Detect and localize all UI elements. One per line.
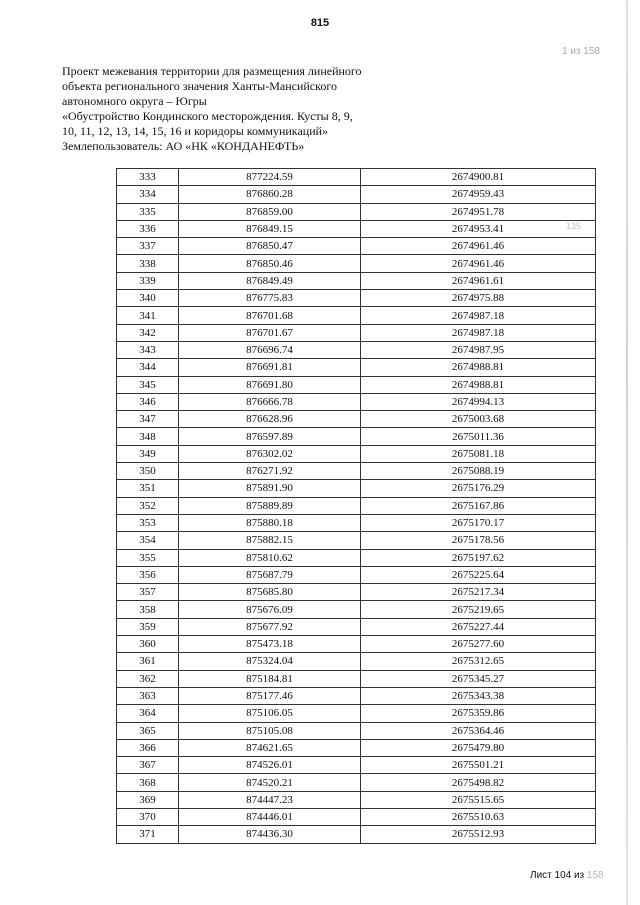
header-line-1: Проект межевания территории для размещения линейного <box>62 64 362 78</box>
table-row <box>117 687 596 704</box>
point-number-cell: 348 <box>117 428 179 445</box>
point-number-cell: 335 <box>117 203 179 220</box>
point-number-cell: 346 <box>117 393 179 410</box>
page-number: 815 <box>310 17 330 29</box>
y-coordinate-cell: 2675510.63 <box>361 808 596 825</box>
y-coordinate-cell: 2675167.86 <box>361 497 596 514</box>
table-row <box>117 255 596 272</box>
point-number-cell: 367 <box>117 757 179 774</box>
y-coordinate-cell: 2674975.88 <box>361 290 596 307</box>
sheet-total: 158 <box>586 870 604 881</box>
point-number-cell: 350 <box>117 463 179 480</box>
table-row <box>117 497 596 514</box>
x-coordinate-cell: 876597.89 <box>179 428 361 445</box>
x-coordinate-cell: 875882.15 <box>179 532 361 549</box>
y-coordinate-cell: 2675515.65 <box>361 791 596 808</box>
margin-mark: 135 <box>566 221 582 231</box>
x-coordinate-cell: 875676.09 <box>179 601 361 618</box>
x-coordinate-cell: 876850.46 <box>179 255 361 272</box>
x-coordinate-cell: 876701.68 <box>179 307 361 324</box>
table-row <box>117 670 596 687</box>
table-row <box>117 618 596 635</box>
y-coordinate-cell: 2675176.29 <box>361 480 596 497</box>
x-coordinate-cell: 875105.08 <box>179 722 361 739</box>
y-coordinate-cell: 2674988.81 <box>361 376 596 393</box>
x-coordinate-cell: 876850.47 <box>179 238 361 255</box>
y-coordinate-cell: 2674961.46 <box>361 255 596 272</box>
point-number-cell: 340 <box>117 290 179 307</box>
coordinates-table <box>116 168 596 844</box>
point-number-cell: 349 <box>117 445 179 462</box>
point-number-cell: 338 <box>117 255 179 272</box>
point-number-cell: 365 <box>117 722 179 739</box>
table-row <box>117 514 596 531</box>
x-coordinate-cell: 876666.78 <box>179 393 361 410</box>
table-row <box>117 186 596 203</box>
point-number-cell: 337 <box>117 238 179 255</box>
point-number-cell: 363 <box>117 687 179 704</box>
y-coordinate-cell: 2675011.36 <box>361 428 596 445</box>
table-row <box>117 411 596 428</box>
point-number-cell: 352 <box>117 497 179 514</box>
table-row <box>117 653 596 670</box>
table-row <box>117 757 596 774</box>
table-row <box>117 359 596 376</box>
x-coordinate-cell: 875473.18 <box>179 636 361 653</box>
sheet-label: Лист 104 из <box>530 870 585 881</box>
point-number-cell: 366 <box>117 739 179 756</box>
sheet-footer <box>530 870 604 881</box>
table-row <box>117 774 596 791</box>
point-number-cell: 357 <box>117 584 179 601</box>
point-number-cell: 360 <box>117 636 179 653</box>
point-number-cell: 339 <box>117 272 179 289</box>
y-coordinate-cell: 2674961.46 <box>361 238 596 255</box>
point-number-cell: 370 <box>117 808 179 825</box>
point-number-cell: 344 <box>117 359 179 376</box>
point-number-cell: 353 <box>117 514 179 531</box>
table-row <box>117 445 596 462</box>
header-line-4: «Обустройство Кондинского месторождения. Кусты 8, 9, <box>62 109 353 123</box>
point-number-cell: 369 <box>117 791 179 808</box>
y-coordinate-cell: 2675359.86 <box>361 705 596 722</box>
x-coordinate-cell: 876849.49 <box>179 272 361 289</box>
table-row <box>117 290 596 307</box>
x-coordinate-cell: 875891.90 <box>179 480 361 497</box>
x-coordinate-cell: 877224.59 <box>179 169 361 186</box>
y-coordinate-cell: 2675512.93 <box>361 826 596 843</box>
header-line-3: автономного округа – Югры <box>62 94 207 108</box>
table-row <box>117 393 596 410</box>
x-coordinate-cell: 876696.74 <box>179 341 361 358</box>
x-coordinate-cell: 874436.30 <box>179 826 361 843</box>
y-coordinate-cell: 2675227.44 <box>361 618 596 635</box>
table-row <box>117 705 596 722</box>
point-number-cell: 351 <box>117 480 179 497</box>
table-row <box>117 791 596 808</box>
x-coordinate-cell: 876691.80 <box>179 376 361 393</box>
x-coordinate-cell: 874621.65 <box>179 739 361 756</box>
table-row <box>117 739 596 756</box>
x-coordinate-cell: 874520.21 <box>179 774 361 791</box>
table-row <box>117 376 596 393</box>
point-number-cell: 354 <box>117 532 179 549</box>
y-coordinate-cell: 2675170.17 <box>361 514 596 531</box>
table-row <box>117 601 596 618</box>
y-coordinate-cell: 2674994.13 <box>361 393 596 410</box>
header-line-6: Землепользователь: АО «НК «КОНДАНЕФТЬ» <box>62 139 305 153</box>
point-number-cell: 345 <box>117 376 179 393</box>
point-number-cell: 358 <box>117 601 179 618</box>
table-row <box>117 238 596 255</box>
y-coordinate-cell: 2675225.64 <box>361 566 596 583</box>
point-number-cell: 347 <box>117 411 179 428</box>
x-coordinate-cell: 876271.92 <box>179 463 361 480</box>
point-number-cell: 343 <box>117 341 179 358</box>
x-coordinate-cell: 875685.80 <box>179 584 361 601</box>
y-coordinate-cell: 2675088.19 <box>361 463 596 480</box>
point-number-cell: 341 <box>117 307 179 324</box>
table-row <box>117 566 596 583</box>
coordinates-table-body <box>117 169 596 844</box>
point-number-cell: 342 <box>117 324 179 341</box>
y-coordinate-cell: 2675345.27 <box>361 670 596 687</box>
y-coordinate-cell: 2675277.60 <box>361 636 596 653</box>
point-number-cell: 355 <box>117 549 179 566</box>
x-coordinate-cell: 875324.04 <box>179 653 361 670</box>
point-number-cell: 356 <box>117 566 179 583</box>
y-coordinate-cell: 2674961.61 <box>361 272 596 289</box>
point-number-cell: 333 <box>117 169 179 186</box>
x-coordinate-cell: 876859.00 <box>179 203 361 220</box>
table-row <box>117 307 596 324</box>
y-coordinate-cell: 2674987.18 <box>361 307 596 324</box>
x-coordinate-cell: 874447.23 <box>179 791 361 808</box>
x-coordinate-cell: 875810.62 <box>179 549 361 566</box>
table-row <box>117 341 596 358</box>
y-coordinate-cell: 2675217.34 <box>361 584 596 601</box>
x-coordinate-cell: 875880.18 <box>179 514 361 531</box>
table-row <box>117 324 596 341</box>
y-coordinate-cell: 2675501.21 <box>361 757 596 774</box>
y-coordinate-cell: 2675479.80 <box>361 739 596 756</box>
table-row <box>117 169 596 186</box>
point-number-cell: 361 <box>117 653 179 670</box>
table-row <box>117 549 596 566</box>
table-row <box>117 826 596 843</box>
y-coordinate-cell: 2675197.62 <box>361 549 596 566</box>
x-coordinate-cell: 874446.01 <box>179 808 361 825</box>
header-line-5: 10, 11, 12, 13, 14, 15, 16 и коридоры коммуникаций» <box>62 124 329 138</box>
point-number-cell: 371 <box>117 826 179 843</box>
y-coordinate-cell: 2675178.56 <box>361 532 596 549</box>
x-coordinate-cell: 875677.92 <box>179 618 361 635</box>
table-row <box>117 428 596 445</box>
table-row <box>117 584 596 601</box>
y-coordinate-cell: 2674988.81 <box>361 359 596 376</box>
scan-edge-line <box>626 0 628 905</box>
table-row <box>117 636 596 653</box>
x-coordinate-cell: 875184.81 <box>179 670 361 687</box>
x-coordinate-cell: 876860.28 <box>179 186 361 203</box>
y-coordinate-cell: 2675219.65 <box>361 601 596 618</box>
y-coordinate-cell: 2675364.46 <box>361 722 596 739</box>
table-row <box>117 220 596 237</box>
table-row <box>117 272 596 289</box>
x-coordinate-cell: 875106.05 <box>179 705 361 722</box>
point-number-cell: 334 <box>117 186 179 203</box>
point-number-cell: 362 <box>117 670 179 687</box>
x-coordinate-cell: 876775.83 <box>179 290 361 307</box>
table-row <box>117 480 596 497</box>
point-number-cell: 359 <box>117 618 179 635</box>
corner-page-note: 1 из 158 <box>562 46 600 57</box>
y-coordinate-cell: 2675081.18 <box>361 445 596 462</box>
x-coordinate-cell: 874526.01 <box>179 757 361 774</box>
x-coordinate-cell: 876302.02 <box>179 445 361 462</box>
x-coordinate-cell: 875687.79 <box>179 566 361 583</box>
x-coordinate-cell: 876701.67 <box>179 324 361 341</box>
x-coordinate-cell: 876691.81 <box>179 359 361 376</box>
table-row <box>117 203 596 220</box>
y-coordinate-cell: 2674959.43 <box>361 186 596 203</box>
header-line-2: объекта регионального значения Ханты-Мансийского <box>62 79 337 93</box>
y-coordinate-cell: 2675312.65 <box>361 653 596 670</box>
table-row <box>117 722 596 739</box>
document-header <box>62 64 402 154</box>
point-number-cell: 336 <box>117 220 179 237</box>
y-coordinate-cell: 2674987.95 <box>361 341 596 358</box>
point-number-cell: 368 <box>117 774 179 791</box>
y-coordinate-cell: 2674951.78 <box>361 203 596 220</box>
y-coordinate-cell: 2675343.38 <box>361 687 596 704</box>
table-row <box>117 808 596 825</box>
table-row <box>117 532 596 549</box>
x-coordinate-cell: 876628.96 <box>179 411 361 428</box>
y-coordinate-cell: 2674900.81 <box>361 169 596 186</box>
y-coordinate-cell: 2674987.18 <box>361 324 596 341</box>
x-coordinate-cell: 875177.46 <box>179 687 361 704</box>
y-coordinate-cell: 2675498.82 <box>361 774 596 791</box>
point-number-cell: 364 <box>117 705 179 722</box>
y-coordinate-cell: 2675003.68 <box>361 411 596 428</box>
x-coordinate-cell: 875889.89 <box>179 497 361 514</box>
y-coordinate-cell: 2674953.41 <box>361 220 596 237</box>
x-coordinate-cell: 876849.15 <box>179 220 361 237</box>
table-row <box>117 463 596 480</box>
